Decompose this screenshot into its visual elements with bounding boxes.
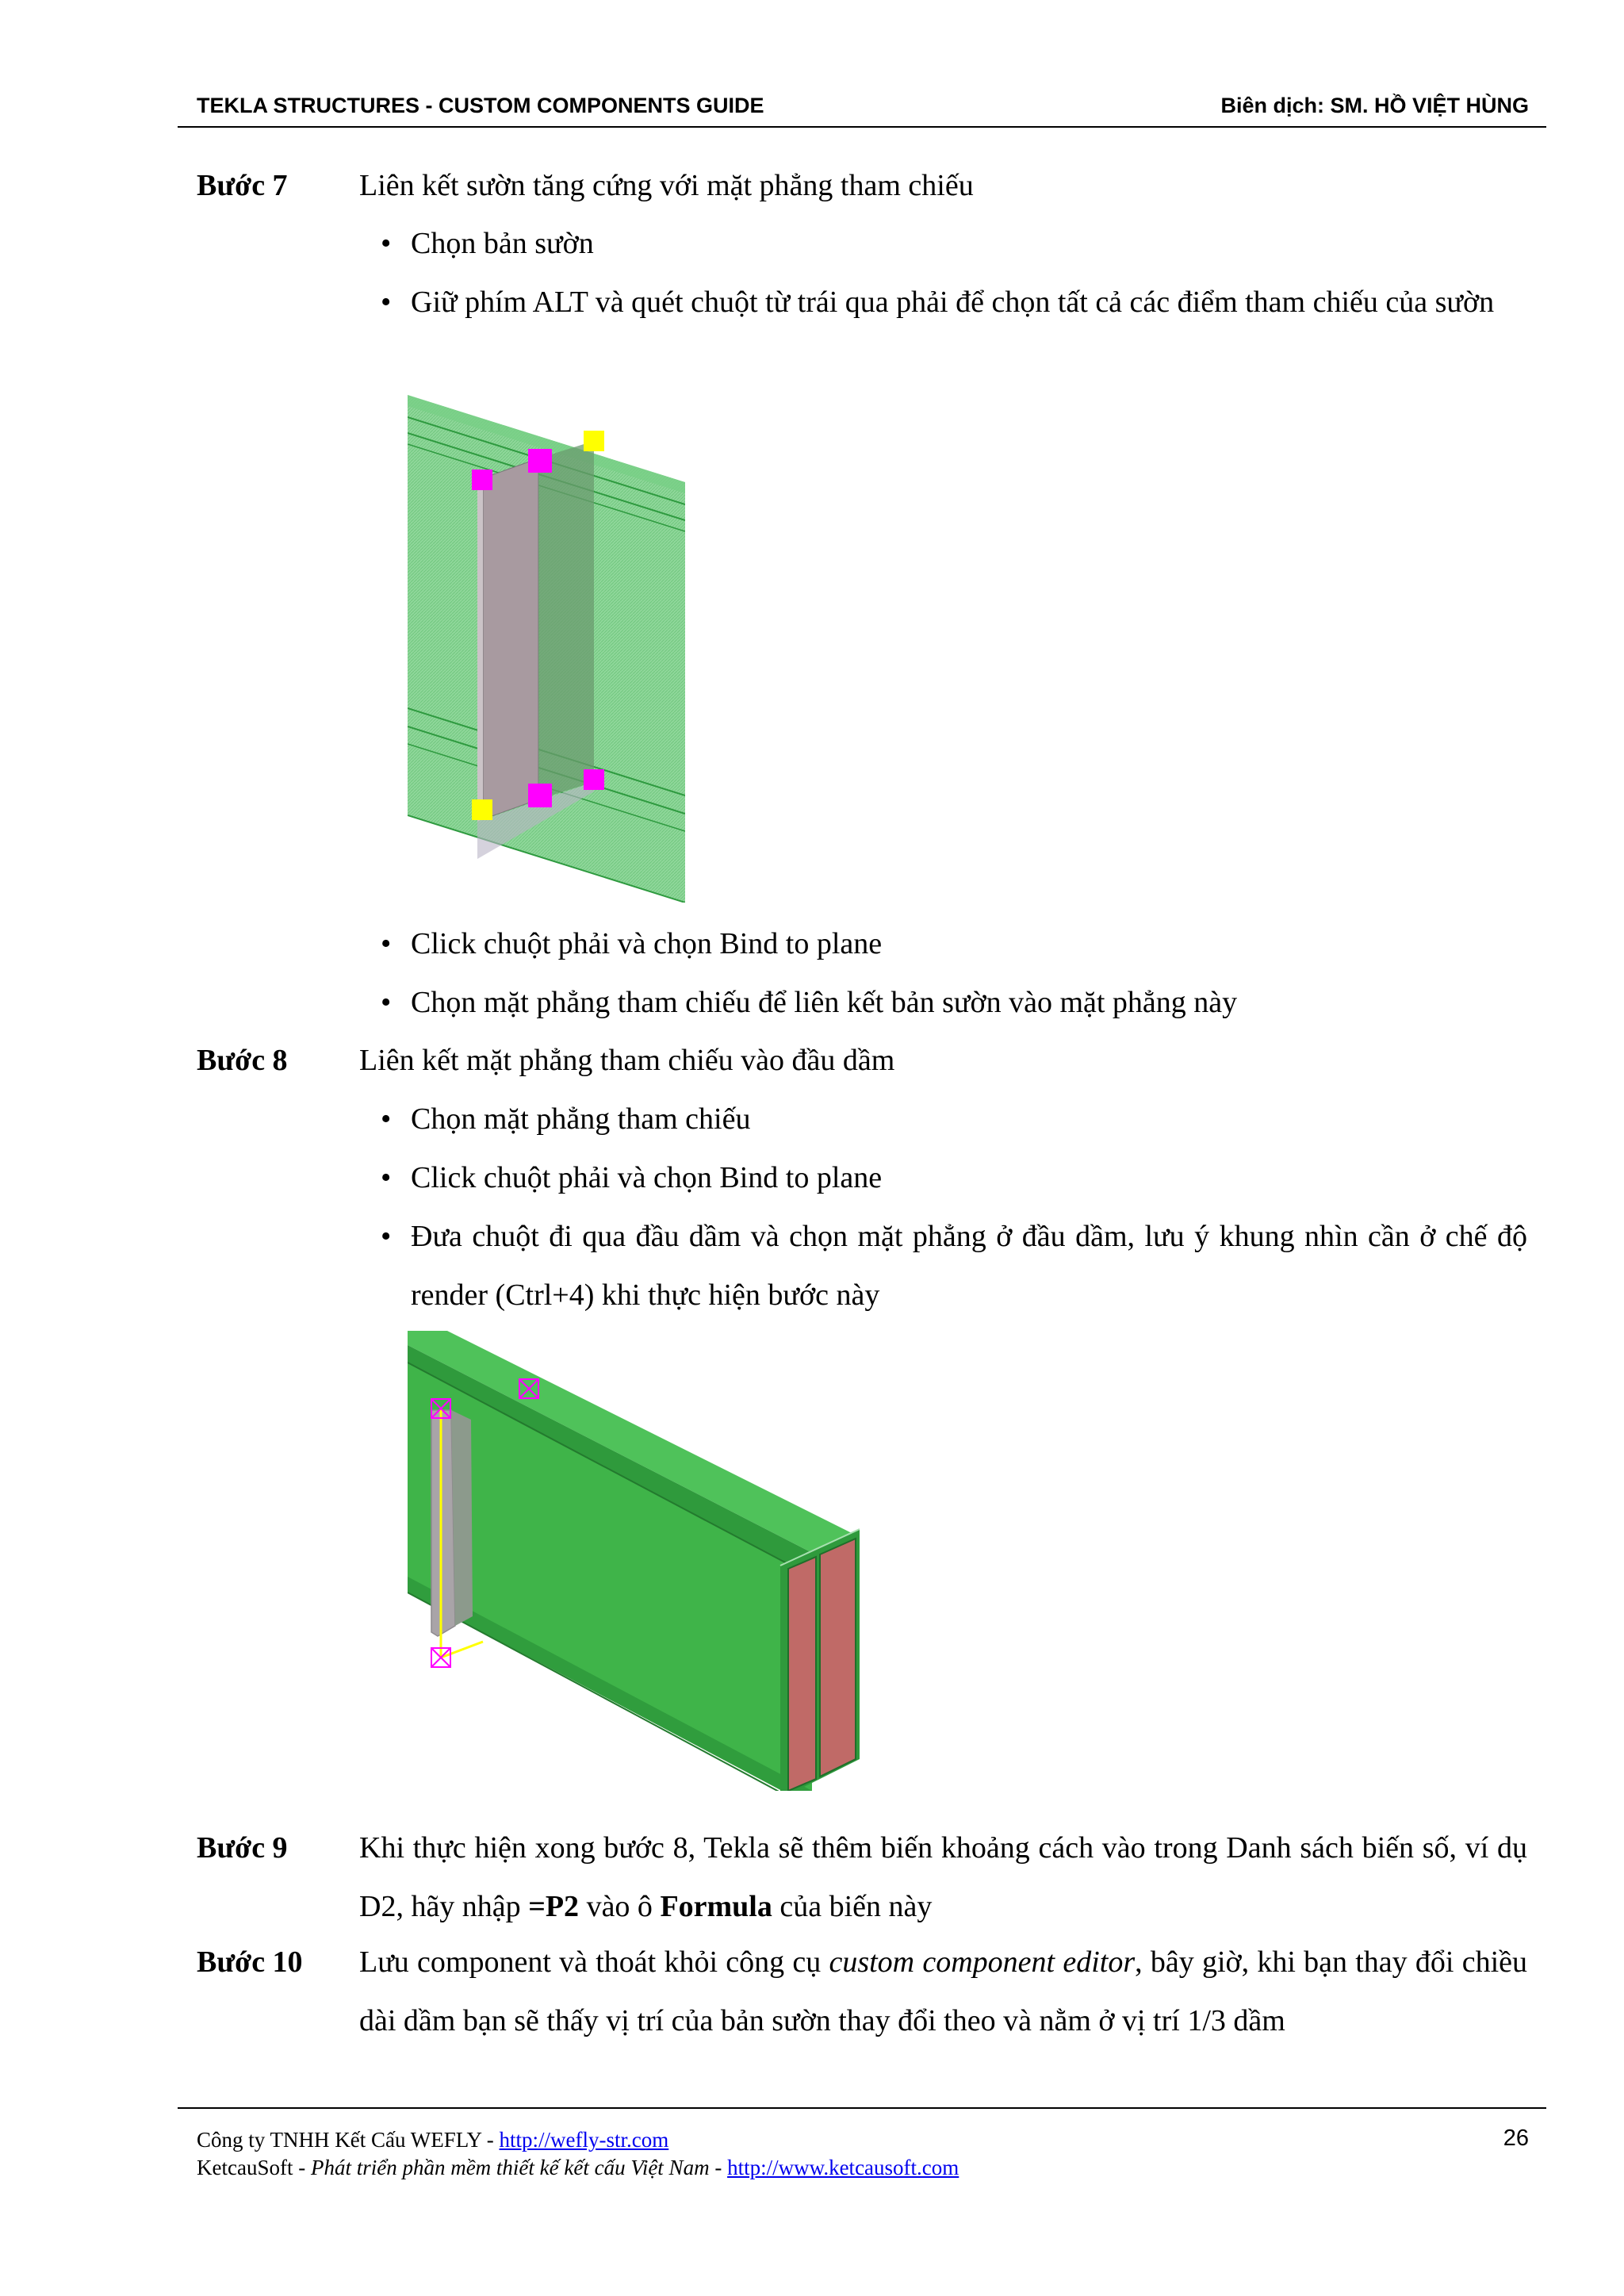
formula-value: =P2 [528,1890,580,1923]
header-translator: Biên dịch: SM. HỒ VIỆT HÙNG [1220,94,1529,117]
footer-divider [178,2107,1546,2109]
stiffener-side-face [538,441,594,799]
list-item [381,914,1527,973]
step-9-text-part: của biến này [772,1890,933,1923]
reference-point-handle [584,431,604,451]
footer-software-link[interactable]: http://www.ketcausoft.com [727,2156,959,2179]
formula-field-name: Formula [660,1890,772,1923]
list-item-text: Giữ phím ALT và quét chuột từ trái qua phải để chọn tất cả các điểm tham chiếu của sườn [411,286,1495,319]
step-10-text-part: , bây giờ, khi bạn thay đổi chiều dài dầm bạn sẽ thấy vị trí của bản sườn thay đổi theo và nằm ở vị trí 1/3 dầm [359,1945,1527,2037]
reference-point-handle [472,470,492,490]
step-7-label: Bước 7 [197,169,288,202]
bullet-icon: • [381,986,392,1019]
footer-company-link[interactable]: http://wefly-str.com [499,2128,669,2152]
bullet-icon: • [381,1220,392,1253]
footer-software-line [197,2156,959,2180]
step-9-label: Bước 9 [197,1831,288,1865]
editor-name: custom component editor [829,1945,1136,1979]
reference-point-handle [528,449,552,473]
bullet-icon: • [381,1161,392,1194]
reference-point-handle [528,784,552,807]
list-item [381,273,1527,332]
reference-plane-line [441,1642,483,1658]
step-7-text: Liên kết sườn tăng cứng với mặt phẳng tham chiếu [359,169,974,202]
step-8-text: Liên kết mặt phẳng tham chiếu vào đầu dầm [359,1044,895,1077]
bullet-icon: • [381,1102,392,1136]
list-item-text: Đưa chuột đi qua đầu dầm và chọn mặt phẳng ở đầu dầm, lưu ý khung nhìn cần ở chế độ render (Ctrl+4) khi thực hiện bước này [411,1220,1527,1312]
step-10-text-part: Lưu component và thoát khỏi công cụ [359,1945,829,1979]
list-item [381,214,1527,273]
reference-point-handle [584,769,604,790]
list-item [381,1207,1527,1324]
stiffener-selection-figure [408,395,685,903]
stiffener-plate [431,1410,455,1636]
step-10-text [359,1933,1527,2050]
list-item-text: Chọn mặt phẳng tham chiếu [411,1102,751,1136]
reference-point-handle [472,799,492,820]
bullet-icon: • [381,286,392,319]
end-plate-right [820,1539,856,1777]
step-9-text-part: Khi thực hiện xong bước 8, Tekla sẽ thêm biến khoảng cách vào trong Danh sách biến số, ví dụ D2, hãy nhập [359,1831,1527,1923]
step-10-label: Bước 10 [197,1945,303,1979]
list-item [381,1148,1527,1207]
footer-company-text: Công ty TNHH Kết Cấu WEFLY - [197,2128,500,2152]
footer-company-line [197,2128,668,2152]
bullet-icon: • [381,227,392,260]
list-item-text: Click chuột phải và chọn Bind to plane [411,1161,883,1194]
header-title: TEKLA STRUCTURES - CUSTOM COMPONENTS GUIDE [197,94,764,117]
step-9-text [359,1819,1527,1936]
list-item-text: Chọn bản sườn [411,227,594,260]
step-9-text-part: vào ô [579,1890,661,1923]
page-number: 26 [1503,2125,1529,2151]
beam-render-figure [408,1331,860,1791]
list-item [381,1090,1527,1148]
list-item-text: Chọn mặt phẳng tham chiếu để liên kết bản sườn vào mặt phẳng này [411,986,1238,1019]
bullet-icon: • [381,927,392,960]
footer-software-text: KetcauSoft - Phát triển phần mềm thiết kế kết cấu Việt Nam - [197,2156,728,2179]
header-divider [178,126,1546,128]
stiffener-plate [483,458,538,819]
list-item-text: Click chuột phải và chọn Bind to plane [411,927,883,960]
list-item [381,973,1527,1032]
stiffener-edge [477,478,483,822]
end-plate-left [788,1557,816,1791]
step-8-label: Bước 8 [197,1044,288,1077]
